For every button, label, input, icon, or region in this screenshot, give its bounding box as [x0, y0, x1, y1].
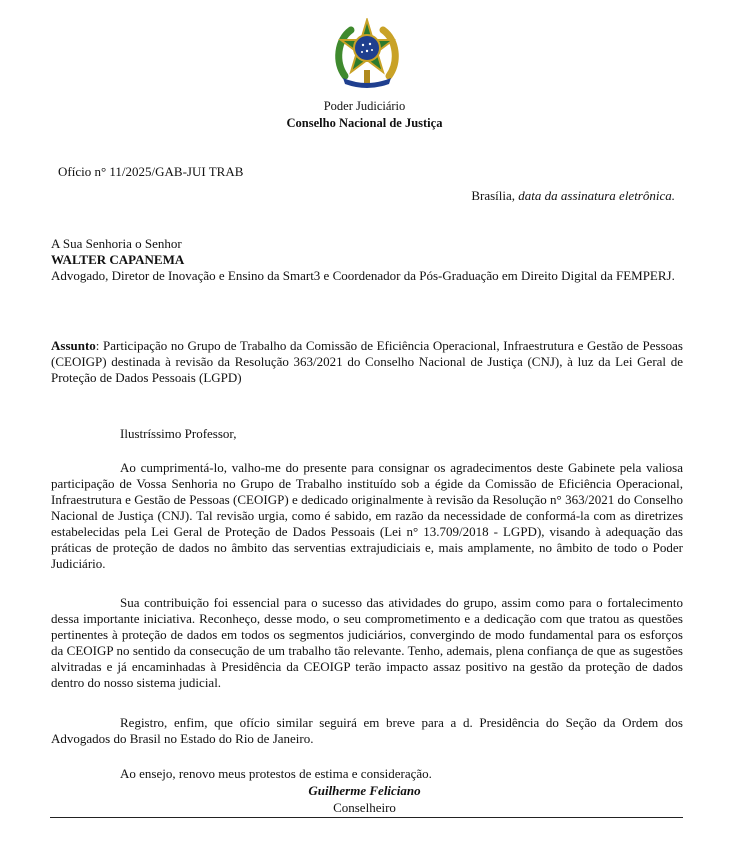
body-paragraph-2: Sua contribuição foi essencial para o sucesso das atividades do grupo, assim como para o fortalecimento dessa importante iniciativa. Reconheço, desse modo, o seu comprometimento e a dedicação com que tratou as questões pertinentes à proteção de dados em todos os segmentos judiciários, convergindo de modo fundamental para os esforços da CEOIGP no sentido da consecução de um trabalho tão relevante. Tenho, ademais, plena confiança de que as sugestões alvitradas e já encaminhadas à Presidência da CEOIGP terão impacto assaz positivo na gestão da proteção de dados dentro do nosso sistema judicial. — [51, 595, 683, 690]
signature-rule — [50, 817, 683, 818]
signature-title: Conselheiro — [333, 800, 396, 815]
closing-line: Ao ensejo, renovo meus protestos de estima e consideração. — [120, 766, 432, 781]
place-city: Brasília, — [471, 188, 516, 203]
body-paragraph-1: Ao cumprimentá-lo, valho-me do presente para consignar os agradecimentos deste Gabinete pela valiosa participação de Vossa Senhoria no Grupo de Trabalho instituído sob a égide da Comissão de Eficiência Operacional, Infraestrutura e Gestão de Pessoas (CEOIGP) e dedicado originalmente à revisão da Resolução n° 363/2021 do Conselho Nacional de Justiça (CNJ). Tal revisão urgia, como é sabido, em razão da necessidade de conformá-la com as diretrizes estabelecidas pela Lei Geral de Proteção de Dados Pessoais (Lei n° 13.709/2018 - LGPD), visando à adequação das práticas de proteção de dados no âmbito das serventias extrajudiciais e, mais amplamente, no âmbito de todo o Poder Judiciário. — [51, 460, 683, 571]
addressee-name: WALTER CAPANEMA — [51, 252, 185, 267]
subject-label: Assunto — [51, 338, 96, 353]
subject-paragraph — [51, 338, 683, 386]
greeting: Ilustríssimo Professor, — [120, 426, 237, 441]
addressee-salutation: A Sua Senhoria o Senhor — [51, 236, 182, 251]
brazil-coat-of-arms-icon — [331, 18, 403, 88]
header-poder-judiciario: Poder Judiciário — [323, 99, 406, 113]
place-date-text: data da assinatura eletrônica. — [518, 188, 675, 203]
addressee-role: Advogado, Diretor de Inovação e Ensino da Smart3 e Coordenador da Pós-Graduação em Direito Digital da FEMPERJ. — [51, 268, 675, 283]
header-conselho: Conselho Nacional de Justiça — [286, 116, 443, 130]
signature-name: Guilherme Feliciano — [308, 783, 421, 798]
oficio-number: Ofício n° 11/2025/GAB-JUI TRAB — [58, 164, 244, 179]
subject-text: : Participação no Grupo de Trabalho da Comissão de Eficiência Operacional, Infraestrutura e Gestão de Pessoas (CEOIGP) destinada à revisão da Resolução 363/2021 do Conselho Nacional de Justiça (CNJ), à luz da Lei Geral de Proteção de Dados Pessoais (LGPD) — [51, 338, 683, 385]
place-date — [471, 188, 675, 204]
addressee-block — [51, 236, 683, 284]
body-paragraph-3: Registro, enfim, que ofício similar seguirá em breve para a d. Presidência do Seção da Ordem dos Advogados do Brasil no Estado do Rio de Janeiro. — [51, 715, 683, 746]
